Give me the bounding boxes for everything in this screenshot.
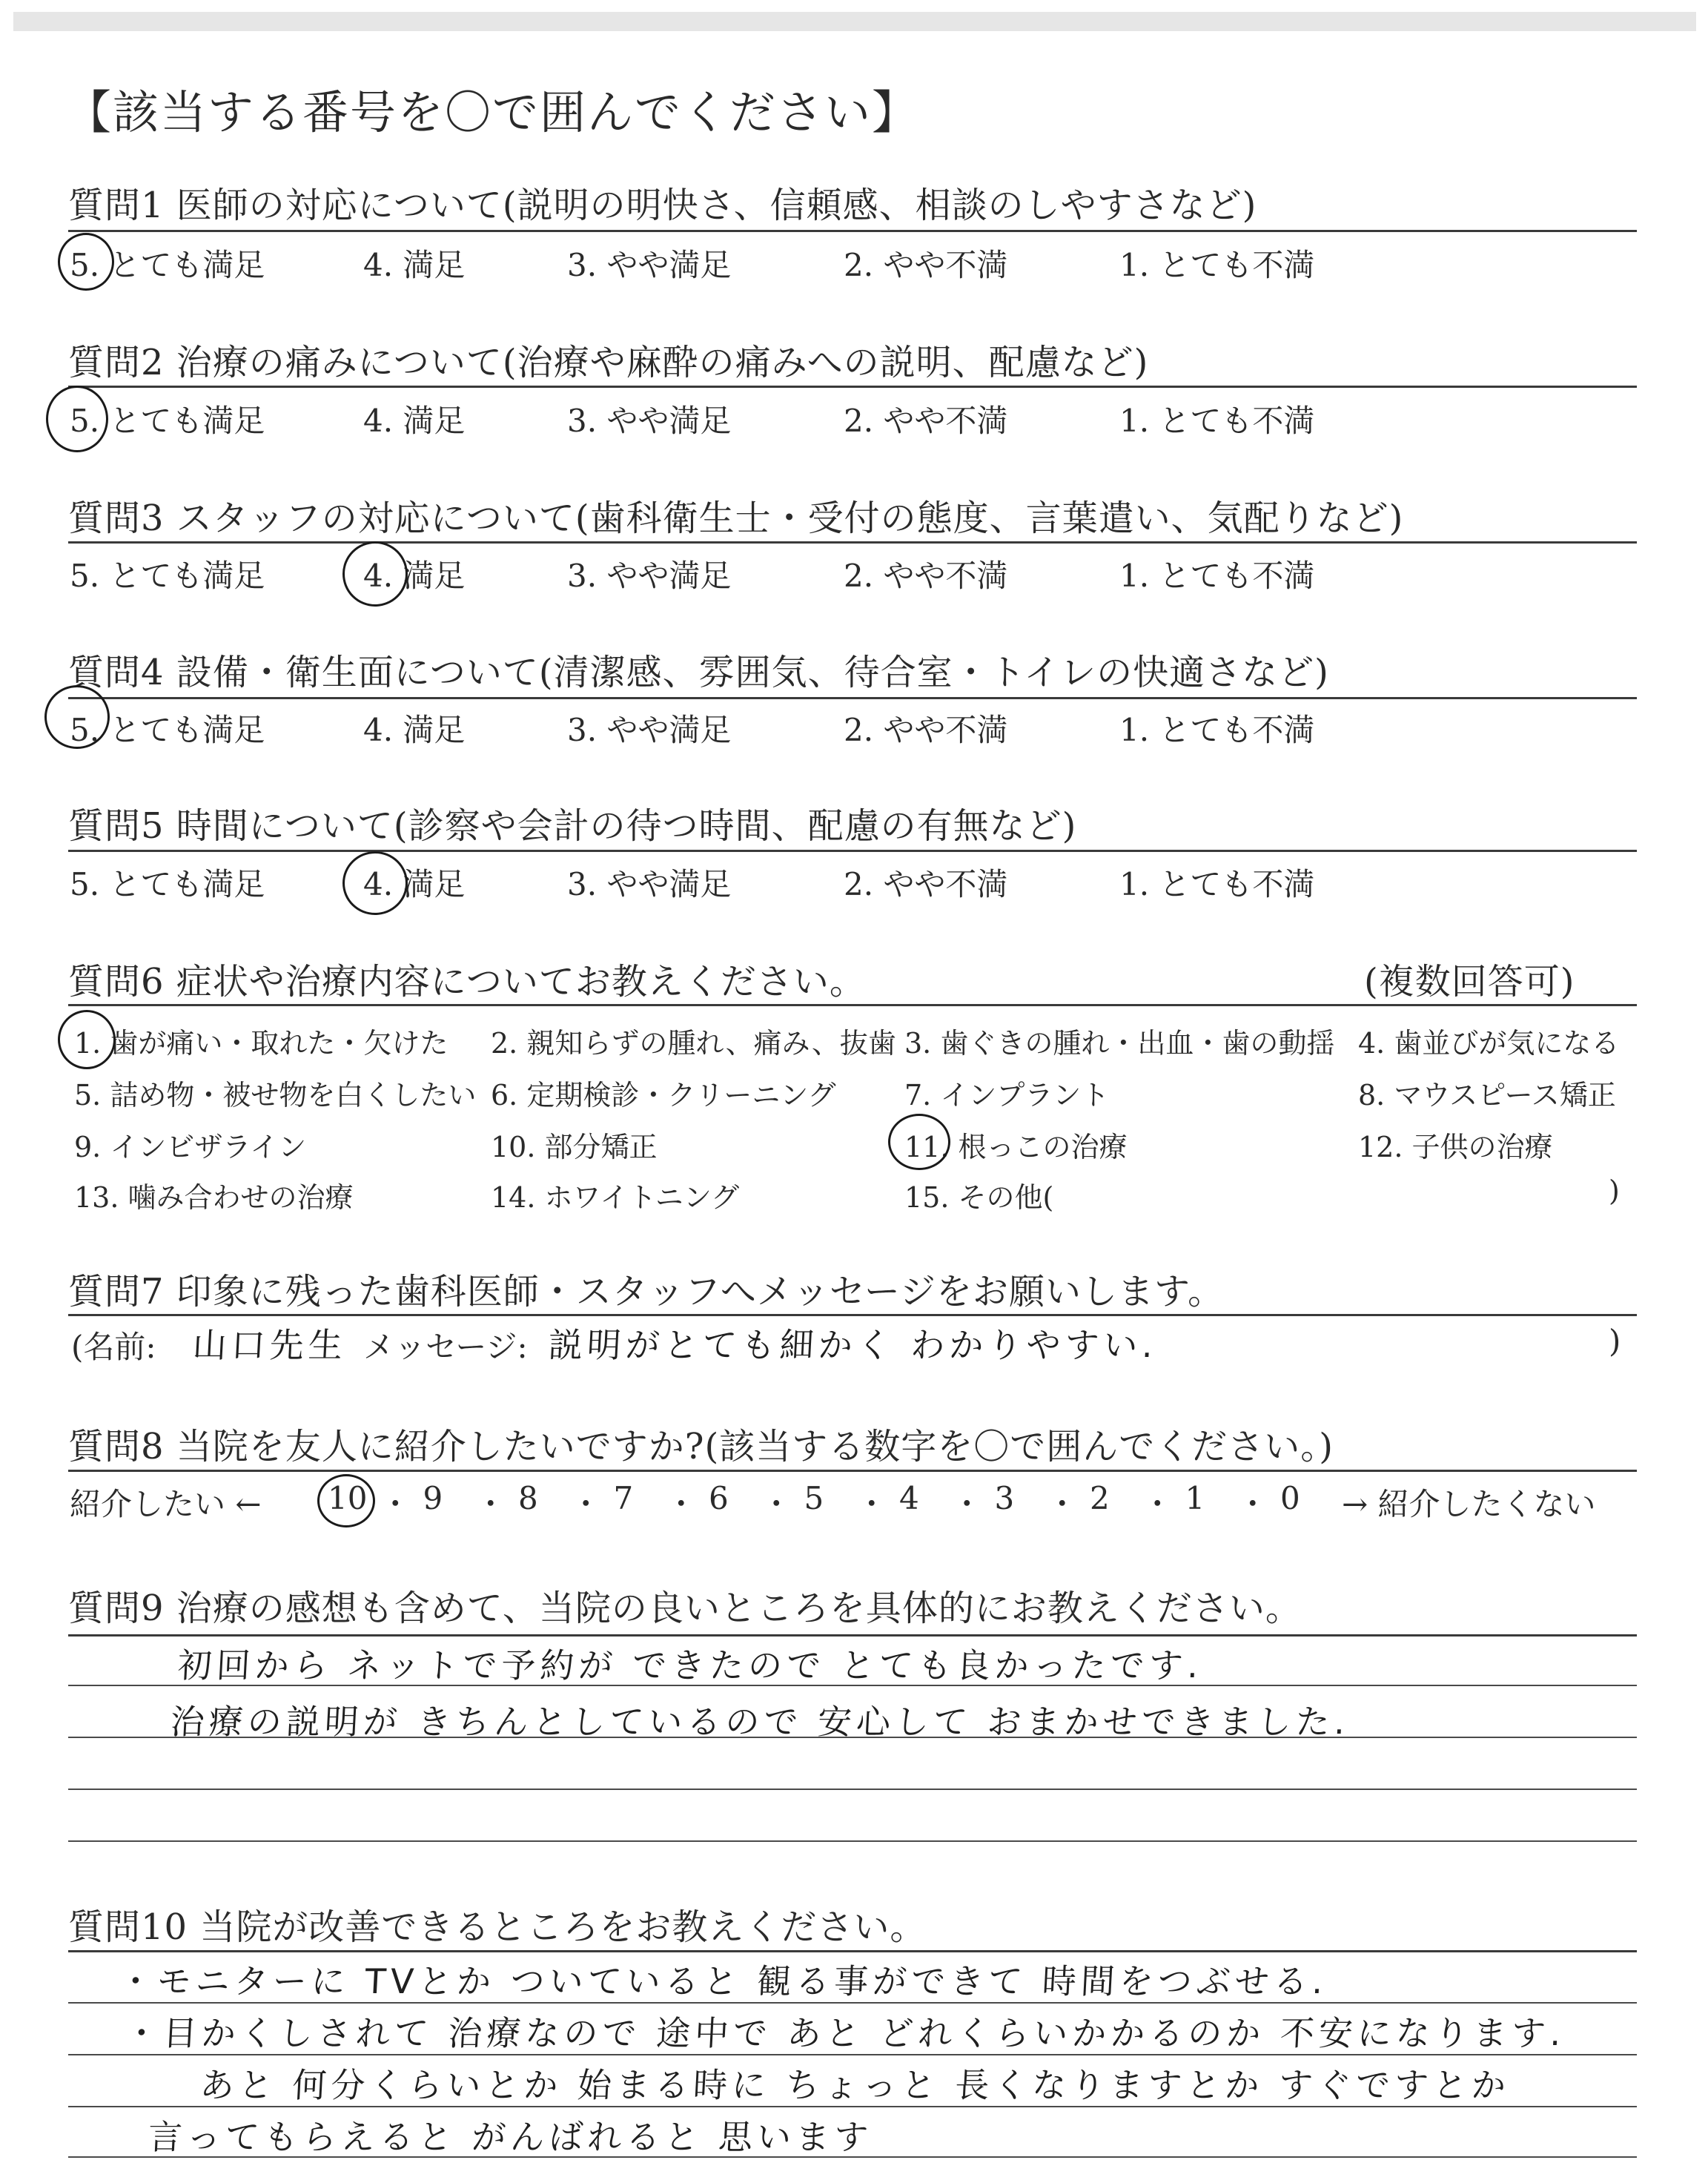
q3-option-1[interactable]: 1. とても不満 <box>1119 558 1315 594</box>
question-1-label: 質問1 医師の対応について(説明の明快さ、信頼感、相談のしやすさなど) <box>68 185 1257 226</box>
q5-option-4[interactable]: 4. 満足 <box>363 866 466 902</box>
q2-option-1[interactable]: 1. とても不満 <box>1119 403 1315 439</box>
q1-option-1[interactable]: 1. とても不満 <box>1119 247 1315 283</box>
q6-item-13[interactable]: 13. 噛み合わせの治療 <box>74 1181 354 1214</box>
q9-answer-line-3 <box>68 1789 1637 1790</box>
q6-item-8[interactable]: 8. マウスピース矯正 <box>1358 1079 1616 1112</box>
q8-scale-10[interactable]: 10 <box>328 1480 368 1516</box>
q6-item-15[interactable]: 15. その他( <box>904 1181 1054 1214</box>
q8-scale-separator: ・ <box>951 1486 983 1522</box>
question-10-rule <box>68 1950 1637 1952</box>
q2-option-4[interactable]: 4. 満足 <box>363 403 466 439</box>
question-3-rule <box>68 541 1637 544</box>
q5-selection-circle <box>342 851 408 915</box>
q9-answer-text-1[interactable]: 初回から ネットで予約が できたので とても良かったです. <box>176 1645 1204 1685</box>
q5-option-5[interactable]: 5. とても満足 <box>70 866 265 902</box>
q6-item-11[interactable]: 11. 根っこの治療 <box>904 1131 1128 1163</box>
q9-answer-text-2[interactable]: 治療の説明が きちんとしているので 安心して おまかせできました. <box>169 1702 1351 1742</box>
q3-selection-circle <box>342 541 408 607</box>
q10-answer-text-2[interactable]: ・目かくしされて 治療なので 途中で あと どれくらいかかるのか 不安になります. <box>123 2013 1566 2053</box>
q1-selection-circle <box>58 233 114 291</box>
q8-selection-circle <box>317 1474 375 1527</box>
q8-scale-separator: ・ <box>855 1486 887 1522</box>
q2-option-5[interactable]: 5. とても満足 <box>70 403 265 439</box>
q6-item-10[interactable]: 10. 部分矯正 <box>491 1131 658 1163</box>
q6-item-3[interactable]: 3. 歯ぐきの腫れ・出血・歯の動揺 <box>904 1027 1335 1060</box>
q6-item-5[interactable]: 5. 詰め物・被せ物を白くしたい <box>74 1079 477 1112</box>
scan-top-edge <box>13 12 1696 31</box>
q5-option-2[interactable]: 2. やや不満 <box>844 866 1008 902</box>
q6-selection-circle-11 <box>888 1114 950 1170</box>
q8-right-label: → 紹介したくない <box>1342 1486 1596 1522</box>
q9-answer-line-4 <box>68 1840 1637 1842</box>
q10-answer-text-4[interactable]: 言ってもらえると がんばれると 思います <box>147 2117 874 2157</box>
question-5-label: 質問5 時間について(診察や会計の待つ時間、配慮の有無など) <box>68 805 1077 847</box>
question-7-label: 質問7 印象に残った歯科医師・スタッフへメッセージをお願いします。 <box>68 1271 1225 1312</box>
q8-scale-0[interactable]: 0 <box>1280 1480 1300 1516</box>
question-10-label: 質問10 当院が改善できるところをお教えください。 <box>68 1906 927 1948</box>
q6-item-9[interactable]: 9. インビザライン <box>74 1131 307 1163</box>
q8-scale-9[interactable]: 9 <box>423 1480 443 1516</box>
question-8-label: 質問8 当院を友人に紹介したいですか?(該当する数字を〇で囲んでください。) <box>68 1426 1334 1467</box>
q8-scale-separator: ・ <box>570 1486 602 1522</box>
q8-scale-7[interactable]: 7 <box>613 1480 634 1516</box>
question-7-rule <box>68 1314 1637 1316</box>
q8-scale-separator: ・ <box>665 1486 697 1522</box>
question-2-label: 質問2 治療の痛みについて(治療や麻酔の痛みへの説明、配慮など) <box>68 342 1149 383</box>
q3-option-5[interactable]: 5. とても満足 <box>70 558 265 594</box>
q10-answer-text-1[interactable]: ・モニターに TVとか ついていると 観る事ができて 時間をつぶせる. <box>117 1961 1328 2001</box>
q7-message-label: メッセージ: <box>363 1329 528 1365</box>
q6-item-7[interactable]: 7. インプラント <box>904 1079 1110 1112</box>
page-heading: 【該当する番号を〇で囲んでください】 <box>65 85 920 139</box>
q3-option-4[interactable]: 4. 満足 <box>363 558 466 594</box>
q8-scale-2[interactable]: 2 <box>1090 1480 1110 1516</box>
q8-scale-3[interactable]: 3 <box>994 1480 1015 1516</box>
q7-name-label: (名前: <box>71 1329 156 1365</box>
q7-message-value[interactable]: 説明がとても細かく わかりやすい. <box>547 1325 1159 1365</box>
q8-scale-8[interactable]: 8 <box>518 1480 538 1516</box>
question-9-label: 質問9 治療の感想も含めて、当院の良いところを具体的にお教えください。 <box>68 1588 1302 1629</box>
q3-option-3[interactable]: 3. やや満足 <box>567 558 732 594</box>
q8-scale-1[interactable]: 1 <box>1185 1480 1205 1516</box>
q6-item-4[interactable]: 4. 歯並びが気になる <box>1358 1027 1620 1060</box>
question-3-label: 質問3 スタッフの対応について(歯科衛生士・受付の態度、言葉遣い、気配りなど) <box>68 498 1404 539</box>
q8-scale-separator: ・ <box>1046 1486 1078 1522</box>
q8-scale-4[interactable]: 4 <box>899 1480 919 1516</box>
q5-option-1[interactable]: 1. とても不満 <box>1119 866 1315 902</box>
q1-option-5[interactable]: 5. とても満足 <box>70 247 265 283</box>
q2-option-2[interactable]: 2. やや不満 <box>844 403 1008 439</box>
question-2-rule <box>68 386 1637 388</box>
q6-item-1[interactable]: 1. 歯が痛い・取れた・欠けた <box>74 1027 448 1060</box>
question-4-label: 質問4 設備・衛生面について(清潔感、雰囲気、待合室・トイレの快適さなど) <box>68 652 1329 693</box>
q6-item-2[interactable]: 2. 親知らずの腫れ、痛み、抜歯 <box>491 1027 896 1060</box>
q2-selection-circle <box>46 386 108 452</box>
q7-close-paren: ) <box>1609 1323 1621 1359</box>
q8-scale-separator: ・ <box>761 1486 792 1522</box>
q2-option-3[interactable]: 3. やや満足 <box>567 403 732 439</box>
q8-scale-separator: ・ <box>380 1486 411 1522</box>
q4-option-1[interactable]: 1. とても不満 <box>1119 712 1315 748</box>
question-6-note: (複数回答可) <box>1364 961 1575 1003</box>
q6-other-close: ) <box>1609 1175 1620 1207</box>
q8-scale-5[interactable]: 5 <box>804 1480 824 1516</box>
q6-item-12[interactable]: 12. 子供の治療 <box>1358 1131 1553 1163</box>
q8-scale-separator: ・ <box>1142 1486 1174 1522</box>
question-9-rule <box>68 1634 1637 1636</box>
q8-scale-separator: ・ <box>474 1486 506 1522</box>
q4-option-5[interactable]: 5. とても満足 <box>70 712 265 748</box>
q8-left-label: 紹介したい ← <box>70 1486 262 1522</box>
q8-scale-separator: ・ <box>1237 1486 1268 1522</box>
q10-answer-text-3[interactable]: あと 何分くらいとか 始まる時に ちょっと 長くなりますとか すぐですとか <box>199 2065 1512 2105</box>
question-1-rule <box>68 230 1637 232</box>
q6-item-14[interactable]: 14. ホワイトニング <box>491 1181 740 1214</box>
question-6-rule <box>68 1004 1637 1006</box>
q3-option-2[interactable]: 2. やや不満 <box>844 558 1008 594</box>
question-8-rule <box>68 1470 1637 1472</box>
q6-item-6[interactable]: 6. 定期検診・クリーニング <box>491 1079 836 1112</box>
question-5-rule <box>68 850 1637 852</box>
q1-option-4[interactable]: 4. 満足 <box>363 247 466 283</box>
q4-option-2[interactable]: 2. やや不満 <box>844 712 1008 748</box>
q1-option-2[interactable]: 2. やや不満 <box>844 247 1008 283</box>
q6-selection-circle-1 <box>58 1010 116 1069</box>
q4-selection-circle <box>44 685 110 749</box>
q1-option-3[interactable]: 3. やや満足 <box>567 247 732 283</box>
question-6-label: 質問6 症状や治療内容についてお教えください。 <box>68 961 866 1003</box>
q8-scale-6[interactable]: 6 <box>709 1480 729 1516</box>
q7-name-value[interactable]: 山口先生 <box>191 1325 348 1365</box>
q5-option-3[interactable]: 3. やや満足 <box>567 866 732 902</box>
q4-option-3[interactable]: 3. やや満足 <box>567 712 732 748</box>
q4-option-4[interactable]: 4. 満足 <box>363 712 466 748</box>
question-4-rule <box>68 697 1637 699</box>
